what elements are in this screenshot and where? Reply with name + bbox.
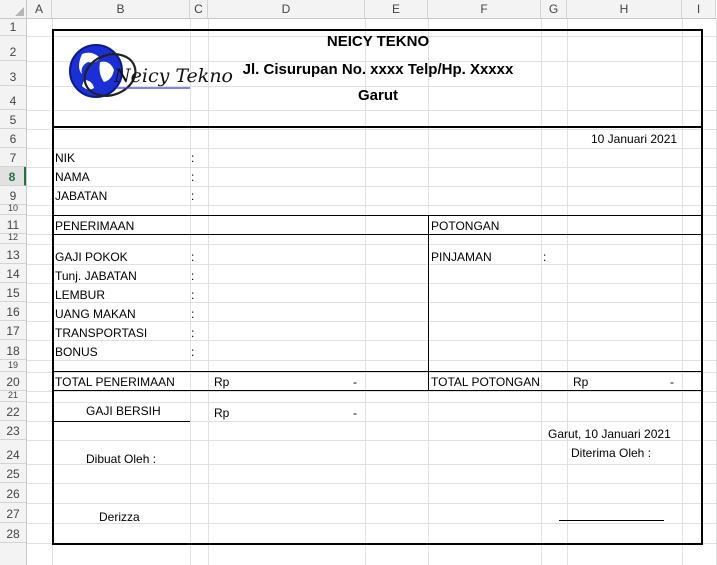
potongan-header: POTONGAN [431, 219, 500, 233]
gaji-bersih-underline [52, 421, 190, 422]
total-penerimaan-label: TOTAL PENERIMAAN [55, 375, 175, 389]
total-penerimaan-currency: Rp [214, 375, 230, 389]
row-header-21[interactable]: 21 [0, 391, 26, 402]
nama-label: NAMA [55, 170, 90, 184]
grid-row-line [27, 340, 716, 341]
row-header-11[interactable]: 11 [0, 215, 26, 234]
row-header-15[interactable]: 15 [0, 283, 26, 302]
grid-row-line [27, 483, 716, 484]
pinjaman-colon: : [543, 250, 547, 264]
company-name: NEICY TEKNO [326, 33, 430, 50]
company-city: Garut [357, 87, 398, 104]
penerimaan-item-label: GAJI POKOK [55, 250, 128, 264]
grid-row-line [27, 503, 716, 504]
pinjaman-label: PINJAMAN [431, 250, 492, 264]
row-header-4[interactable]: 4 [0, 86, 26, 110]
total-bottom-line [52, 390, 703, 391]
grid-row-line [27, 148, 716, 149]
penerimaan-header: PENERIMAAN [55, 219, 135, 233]
penerimaan-item-colon: : [191, 250, 195, 264]
section-header-line [52, 234, 703, 235]
header-divider [52, 126, 703, 128]
column-header-f[interactable]: F [428, 0, 541, 18]
row-header-10[interactable]: 10 [0, 205, 26, 215]
row-header-13[interactable]: 13 [0, 244, 26, 264]
penerimaan-item-label: Tunj. JABATAN [55, 269, 137, 283]
penerimaan-item-label: TRANSPORTASI [55, 326, 148, 340]
grid-row-line [27, 244, 716, 245]
grid-row-line [27, 186, 716, 187]
total-top-line [52, 371, 703, 372]
grid-row-line [27, 302, 716, 303]
border-left [52, 29, 54, 545]
penerimaan-item-label: LEMBUR [55, 288, 106, 302]
grid-row-line [27, 321, 716, 322]
penerimaan-item-label: BONUS [55, 345, 98, 359]
row-header-2[interactable]: 2 [0, 36, 26, 61]
column-header-i[interactable]: I [682, 0, 716, 18]
row-header-12[interactable]: 12 [0, 234, 26, 244]
grid-row-line [27, 402, 716, 403]
column-header-b[interactable]: B [52, 0, 190, 18]
penerimaan-item-colon: : [191, 345, 195, 359]
row-header-14[interactable]: 14 [0, 264, 26, 283]
row-header-18[interactable]: 18 [0, 340, 26, 360]
column-header-e[interactable]: E [365, 0, 428, 18]
row-header-23[interactable]: 23 [0, 421, 26, 440]
penerimaan-item-colon: : [191, 326, 195, 340]
total-potongan-value: - [670, 375, 674, 389]
gaji-bersih-currency: Rp [214, 406, 230, 420]
total-penerimaan-value: - [353, 375, 357, 389]
row-header-25[interactable]: 25 [0, 464, 26, 483]
footer-place-date: Garut, 10 Januari 2021 [548, 427, 671, 441]
column-header-h[interactable]: H [567, 0, 682, 18]
row-header-9[interactable]: 9 [0, 186, 26, 205]
gaji-bersih-value: - [353, 406, 357, 420]
row-header-7[interactable]: 7 [0, 148, 26, 167]
row-header-6[interactable]: 6 [0, 129, 26, 148]
total-potongan-currency: Rp [573, 375, 589, 389]
column-header-g[interactable]: G [541, 0, 567, 18]
grid-row-line [27, 372, 716, 373]
nama-colon: : [191, 170, 195, 184]
penerimaan-item-colon: : [191, 269, 195, 283]
column-header-c[interactable]: C [190, 0, 208, 18]
column-header-d[interactable]: D [208, 0, 365, 18]
row-header-27[interactable]: 27 [0, 503, 26, 523]
select-all-corner[interactable] [0, 0, 27, 18]
column-header-a[interactable]: A [27, 0, 52, 18]
row-header-1[interactable]: 1 [0, 19, 26, 36]
diterima-oleh-label: Diterima Oleh : [571, 446, 652, 460]
grid-row-line [27, 110, 716, 111]
nik-label: NIK [55, 151, 76, 165]
grid-row-line [27, 391, 716, 392]
row-header-19[interactable]: 19 [0, 360, 26, 372]
jabatan-label: JABATAN [55, 189, 108, 203]
grid-row-line [27, 360, 716, 361]
border-right [701, 29, 703, 545]
neicy-tekno-logo [64, 40, 233, 102]
row-header-28[interactable]: 28 [0, 523, 26, 543]
grid-row-line [27, 205, 716, 206]
section-divider [428, 215, 429, 391]
grid-row-line [27, 264, 716, 265]
jabatan-colon: : [191, 189, 195, 203]
grid-row-line [27, 167, 716, 168]
penerimaan-item-colon: : [191, 288, 195, 302]
border-top [52, 29, 703, 31]
signature-line [559, 520, 664, 521]
grid-row-line [27, 283, 716, 284]
row-header-5[interactable]: 5 [0, 110, 26, 129]
row-header-24[interactable]: 24 [0, 440, 26, 464]
penerimaan-item-colon: : [191, 307, 195, 321]
signer-name: Derizza [99, 510, 140, 524]
gaji-bersih-label: GAJI BERSIH [86, 404, 161, 418]
border-bottom [52, 543, 703, 545]
penerimaan-item-label: UANG MAKAN [55, 307, 136, 321]
row-header-8[interactable]: 8 [0, 167, 26, 186]
row-header-16[interactable]: 16 [0, 302, 26, 321]
logo-text: Neicy Tekno [114, 65, 233, 87]
nik-colon: : [191, 151, 195, 165]
company-address: Jl. Cisurupan No. xxxx Telp/Hp. Xxxxx [242, 61, 514, 78]
section-top-line [52, 215, 703, 216]
dibuat-oleh-label: Dibuat Oleh : [86, 452, 157, 466]
row-header-17[interactable]: 17 [0, 321, 26, 340]
grid-row-line [27, 129, 716, 130]
slip-date: 10 Januari 2021 [591, 132, 678, 146]
row-header-26[interactable]: 26 [0, 483, 26, 503]
row-header-20[interactable]: 20 [0, 372, 26, 391]
row-header-3[interactable]: 3 [0, 61, 26, 86]
row-header-22[interactable]: 22 [0, 402, 26, 421]
total-potongan-label: TOTAL POTONGAN [431, 375, 540, 389]
